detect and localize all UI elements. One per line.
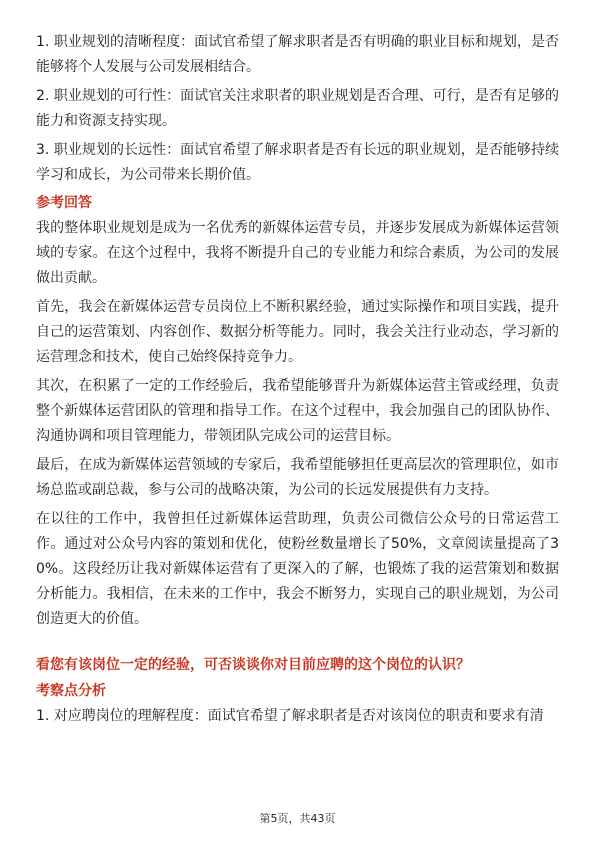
criteria-item-3: 3. 职业规划的长远性：面试官希望了解求职者是否有长远的职业规划，是否能够持续学习和成长，为公司带来长期价值。	[36, 142, 559, 183]
criteria-item-2: 2. 职业规划的可行性：面试官关注求职者的职业规划是否合理、可行，是否有足够的能力和资源支持实现。	[36, 88, 559, 129]
analysis-item-1: 1. 对应聘岗位的理解程度：面试官希望了解求职者是否对该岗位的职责和要求有清	[36, 708, 544, 724]
page-footer: 第5页，共43页	[259, 812, 336, 825]
answer-paragraph-4: 最后，在成为新媒体运营领域的专家后，我希望能够担任更高层次的管理职位，如市场总监或副总裁，参与公司的战略决策，为公司的长远发展提供有力支持。	[36, 457, 559, 498]
answer-paragraph-3: 其次，在积累了一定的工作经验后，我希望能够晋升为新媒体运营主管或经理，负责整个新媒体运营团队的管理和指导工作。在这个过程中，我会加强自己的团队协作、沟通协调和项目管理能力，带领团队完成公司的运营目标。	[36, 378, 559, 444]
answer-paragraph-2: 首先，我会在新媒体运营专员岗位上不断积累经验，通过实际操作和项目实践，提升自己的运营策划、内容创作、数据分析等能力。同时，我会关注行业动态，学习新的运营理念和技术，使自己始终保持竞争力。	[36, 299, 559, 365]
answer-heading: 参考回答	[36, 195, 92, 211]
criteria-item-1: 1. 职业规划的清晰程度：面试官希望了解求职者是否有明确的职业目标和规划，是否能够将个人发展与公司发展相结合。	[36, 34, 559, 75]
analysis-heading: 考察点分析	[36, 683, 106, 699]
question-title: 看您有该岗位一定的经验，可否谈谈你对目前应聘的这个岗位的认识？	[36, 657, 470, 673]
document-page	[36, 30, 559, 733]
answer-paragraph-1: 我的整体职业规划是成为一名优秀的新媒体运营专员，并逐步发展成为新媒体运营领域的专家。在这个过程中，我将不断提升自己的专业能力和综合素质，为公司的发展做出贡献。	[36, 220, 559, 286]
answer-paragraph-5: 在以往的工作中，我曾担任过新媒体运营助理，负责公司微信公众号的日常运营工作。通过对公众号内容的策划和优化，使粉丝数量增长了50%，文章阅读量提高了30%。这段经历让我对新媒体运营有了更深入的了解，也锻炼了我的运营策划和数据分析能力。我相信，在未来的工作中，我会不断努力，实现自己的职业规划，为公司创造更大的价值。	[36, 511, 559, 627]
